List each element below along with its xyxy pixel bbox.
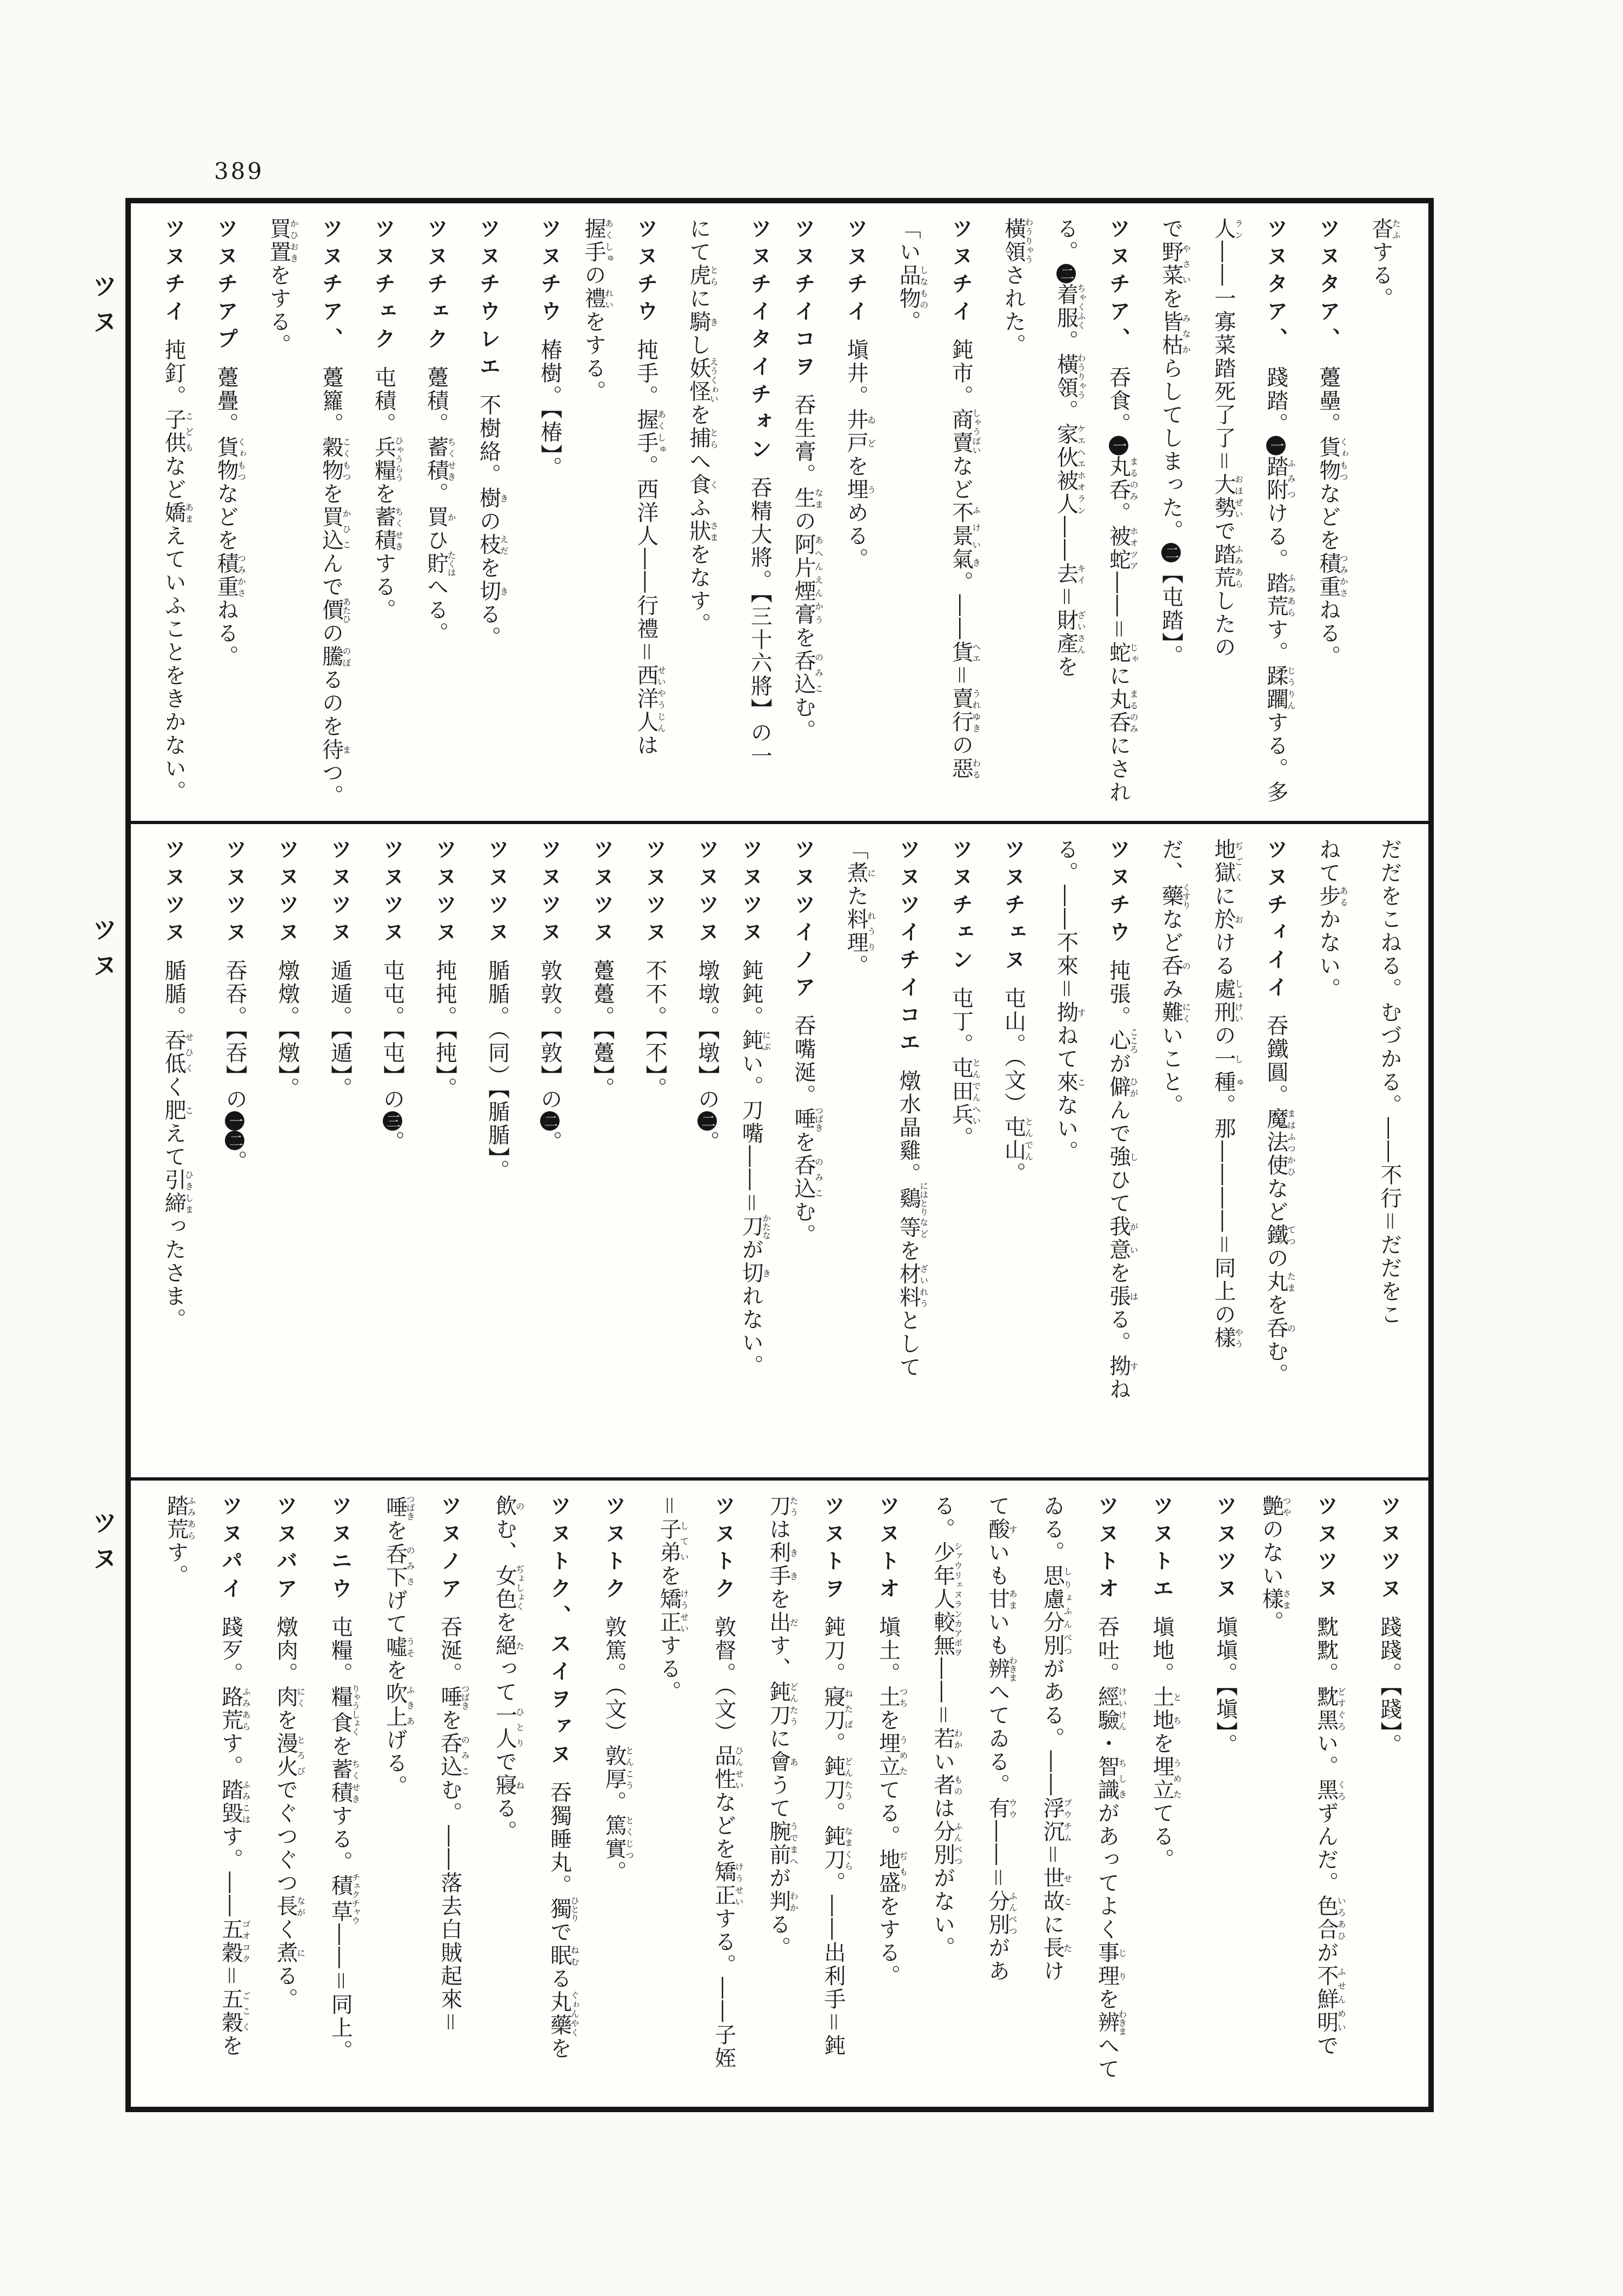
entry-column [1243, 838, 1295, 1471]
entry-headword: ツヌチェク [371, 217, 396, 355]
entry-body-text: 地獄ぢごくに於おける處刑しょけいの一種しゅ。那――――＝同上の樣やう [1210, 838, 1244, 1350]
entry-body-text: 艶つやのない樣さま。 [1259, 1495, 1292, 1634]
sense-number-2: 二 [540, 1111, 560, 1131]
entry-body-text: 燉肉。肉にくを漫火とろびでぐつぐつ長ながく煮にる。 [273, 1616, 306, 2011]
sense-number-2: 二 [1056, 264, 1076, 283]
entry-body-text: 飲のむ、女色ぢょしょくを絕たって一人ひとりで寢ねる。 [492, 1495, 525, 1843]
entry-column [1348, 217, 1400, 814]
entry-headword: ツヌツヌ [327, 838, 352, 948]
entry-column [456, 838, 508, 1471]
entry-column [1181, 1495, 1236, 2100]
entry-body-text: 屯屯。【屯】の三。 [380, 959, 405, 1154]
entry-body-text: 塡塡。【塡】。 [1213, 1616, 1238, 1757]
entry-body-text: だだをこねる。むづかる。――不行＝だだをこ [1377, 838, 1402, 1326]
entry-headword: ツヌツヌ [275, 838, 300, 948]
entry-column [561, 217, 613, 814]
dictionary-text-frame [125, 198, 1434, 2112]
entry-body-text: 吞食。一丸呑まるのみ。被蛇ホオツア――＝蛇じゃに丸呑まるのみにされ [1106, 366, 1139, 804]
entry-headword: ツヌトク [601, 1495, 627, 1605]
entry-band-3 [131, 1477, 1428, 2107]
entry-body-text: 踏荒ふみあらす。 [163, 1495, 196, 1588]
entry-column [508, 838, 561, 1471]
entry-headword: ツヌトエ [1149, 1495, 1174, 1605]
entry-body-text: 吞精大將。【三十六將】の一 [747, 476, 773, 768]
entry-headword: ツヌツヌ [222, 838, 248, 948]
entry-column [907, 1495, 962, 2100]
entry-body-text: 吞吞。【吞】の一二。 [222, 959, 248, 1173]
entry-headword: ツヌチウ [537, 217, 562, 328]
entry-column [666, 217, 718, 814]
entry-headword: ツヌツイチイコエ [896, 838, 921, 1059]
entry-body-text: 腯腯。吞低せひくく肥こえて引締ひきしまったさま。 [161, 959, 194, 1331]
entry-column [1295, 217, 1348, 814]
entry-column [875, 838, 928, 1471]
entry-column [743, 1495, 797, 2100]
entry-headword: ツヌチウレエ [476, 217, 501, 383]
entry-headword: ツヌツヌ [589, 838, 615, 948]
entry-column [1236, 1495, 1291, 2100]
entry-band-1 [131, 203, 1428, 821]
entry-body-text: 扽釘。子供こどもなど嬌あまえていふことをきかない。 [161, 339, 194, 804]
entry-body-text: 屯糧。糧食りゃうしょくを蓄積ちくせきする。積草チェクチャウ――＝同上。 [328, 1616, 361, 2063]
entry-body-text: 踐歹。路荒ふみあらす。踏毀ふみこはす。――五穀ゴオコク＝五穀ごこくを [218, 1616, 251, 2058]
entry-body-text: 屯積。兵糧ひゃうらうを蓄積ちくせきする。 [371, 366, 404, 622]
sense-number-2: 二 [697, 1111, 717, 1131]
entry-column [141, 838, 193, 1471]
entry-body-text: 橫領わうりゃうされた。 [1001, 217, 1034, 357]
entry-body-text: 敦篤。（文）敦厚とんこう。篤實とくじつ。 [601, 1616, 635, 1884]
entry-column [561, 838, 613, 1471]
entry-body-text: 不樹絡。樹きの枝えだを切きる。 [476, 394, 509, 649]
sense-number-1: 一 [1266, 436, 1286, 455]
entry-body-text: 敦督。（文）品性ひんせいなどを矯正けうせいする。――子姪 [711, 1616, 744, 2070]
entry-column [193, 838, 248, 1471]
entry-headword: ツヌバア [273, 1495, 298, 1605]
entry-body-text: 遁遁。【遁】。 [327, 959, 352, 1100]
entry-headword: ツヌツヌ [484, 838, 510, 948]
entry-body-text: 吞獨睡丸。獨ひとりで眠ねむる丸藥ぐゎんやくを [547, 1781, 580, 2060]
entry-column [415, 1495, 469, 2100]
entry-column [1138, 217, 1190, 814]
margin-section-label-band1: ツヌ [89, 273, 118, 344]
entry-column [1072, 1495, 1126, 2100]
entry-body-text: 椿樹。【椿】。 [537, 339, 562, 480]
entry-body-text: 腯腯。（同）【腯腯】。 [484, 959, 510, 1183]
entry-column [823, 838, 875, 1471]
entry-body-text: 吞涎。唾つばきを呑込のみこむ。――落去白賊起來＝ [437, 1616, 470, 2034]
entry-headword: ツヌツヌ [739, 838, 764, 948]
entry-column [193, 217, 245, 814]
entry-body-text: 墩墩。【墩】の二。 [694, 959, 720, 1154]
entry-headword: ツヌチア、 [318, 217, 344, 355]
entry-headword: ツヌチェン [948, 838, 974, 976]
entry-column [469, 1495, 524, 2100]
entry-column [1346, 1495, 1400, 2100]
page-number: 389 [214, 158, 264, 184]
entry-column [1138, 838, 1190, 1471]
entry-column [403, 838, 456, 1471]
entry-column [962, 1495, 1017, 2100]
sense-number-2: 二 [1161, 543, 1181, 562]
entry-body-text: 不不。【不】。 [642, 959, 667, 1100]
entry-body-text: 踐踏。一踏附ふみつける。踏荒ふみあらす。蹂躙じうりんする。多 [1263, 366, 1296, 804]
entry-body-text: る。少年人較無シァウリェヌランカアボヲ――＝若わかい者ものは分別ふんべつがない。 [930, 1495, 963, 1960]
entry-headword: ツヌトオ [875, 1495, 901, 1605]
entry-body-text: 扽張。心こころが僻ひがんで強しひて我意がいを張はる。拗すね [1106, 959, 1139, 1401]
entry-body-text: 「煮にた料理れうり。 [843, 838, 876, 978]
entry-body-text: 吞吐。經驗けいけん・智識ちしきがあってよく事理じりを辨わきまへて [1094, 1616, 1128, 2081]
entry-body-text: で野菜やさいを皆枯みなからしてしまった。二【屯踏】。 [1158, 217, 1192, 668]
entry-column [928, 217, 980, 814]
entry-body-text: 踐踐。【踐】。 [1377, 1616, 1402, 1757]
entry-headword: ツヌチイコヲ [791, 217, 816, 383]
entry-column [770, 838, 823, 1471]
entry-headword: ツヌトク [711, 1495, 736, 1605]
entry-body-text: 鈍鈍。鈍にぶい。刀嘴――＝刀かたなが切きれない。 [739, 959, 771, 1378]
entry-column [718, 217, 773, 814]
entry-body-text: 刀たうは利手ききを出だす、鈍刀どんたうに會あうて腕前うでまへが判わかる。 [766, 1495, 799, 1960]
entry-headword: ツヌチイ [843, 217, 869, 328]
entry-column [823, 217, 875, 814]
entry-column [875, 217, 928, 814]
entry-headword: ツヌノア [437, 1495, 462, 1605]
entry-body-text: 躉壘。貨物くゎもつなどを積重つみかさねる。 [1315, 366, 1349, 668]
entry-column [305, 1495, 360, 2100]
entry-column [1086, 838, 1138, 1471]
entry-column [1295, 838, 1348, 1471]
entry-headword: ツヌチイ [161, 217, 187, 328]
entry-body-text: 握手あくしゅの禮れいをする。 [581, 217, 614, 403]
entry-column [1348, 838, 1400, 1471]
entry-column [980, 217, 1033, 814]
entry-column [245, 217, 298, 814]
entry-headword: ツヌツヌ [1313, 1495, 1339, 1605]
entry-column [770, 217, 823, 814]
entry-body-text: 鈍市。商賣しゃうばいなど不景氣ふけいき。――貨ヘエ＝賣行うれゆきの惡わる [948, 339, 981, 780]
entry-body-text: ＝子弟していを矯正けうせいする。 [656, 1495, 689, 1704]
entry-headword: ツヌチェヌ [1001, 838, 1026, 976]
entry-headword: ツヌツヌ [1377, 1495, 1402, 1605]
sense-number-1: 一 [225, 1111, 244, 1131]
entry-headword: ツヌツヌ [694, 838, 720, 948]
entry-body-text: 人ラン――一寡菜踏死了了＝大勢おほぜいで踏荒ふみあらしたの [1210, 217, 1244, 659]
entry-body-text: 躉疊。貨物くゎもつなどを積重つみかさねる。 [214, 366, 247, 668]
entry-column [403, 217, 456, 814]
entry-headword: ツヌツヌ [380, 838, 405, 948]
entry-column [456, 217, 508, 814]
entry-body-text: 「い品物しなもの。 [896, 217, 929, 334]
entry-column [613, 838, 666, 1471]
entry-column [141, 1495, 195, 2100]
entry-headword: ツヌニウ [328, 1495, 353, 1605]
entry-headword: ツヌパイ [218, 1495, 243, 1605]
entry-body-text: 扽扽。【扽】。 [432, 959, 457, 1100]
entry-headword: ツヌチア、 [1106, 217, 1131, 355]
entry-column [250, 1495, 305, 2100]
entry-body-text: 吞嘴涎。唾つばきを呑込のみこむ。 [791, 1014, 824, 1247]
entry-column [1291, 1495, 1345, 2100]
entry-column [579, 1495, 634, 2100]
entry-column [508, 217, 561, 814]
sense-number-2: 二 [225, 1131, 244, 1150]
entry-body-text: 燉水晶雞。鷄にはとり等などを材料ざいれうとして [896, 1070, 929, 1379]
entry-body-text: 塡井。井戸ゐどを埋うめる。 [843, 339, 876, 571]
entry-headword: ツヌタア、 [1263, 217, 1288, 355]
entry-column [613, 217, 666, 814]
entry-body-text: 沓たふする。 [1368, 217, 1401, 310]
entry-column [245, 838, 298, 1471]
entry-band-2 [131, 821, 1428, 1477]
entry-body-text: 唾つばきを呑下のみさげて噓うそを吹上ふきあげる。 [382, 1495, 416, 1799]
entry-headword: ツヌチィイイ [1263, 838, 1288, 1004]
entry-column [928, 838, 980, 1471]
entry-body-text: 買置かひおきをする。 [266, 217, 299, 357]
entry-body-text: て酸すいも甘あまいも辨わきまへてゐる。有ウウ――＝分別ふんべつがあ [985, 1495, 1018, 1983]
entry-column [360, 1495, 414, 2100]
entry-body-text: 躉躉。【躉】。 [589, 959, 615, 1100]
entry-column [1033, 217, 1085, 814]
entry-body-text: 塡土。土つちを埋立うめたてる。地盛ぢもりをする。 [875, 1616, 908, 1988]
entry-column [350, 217, 403, 814]
entry-column [853, 1495, 907, 2100]
entry-body-text: にて虎とらに騎きし妖怪えうくゎいを捕とらへ食くふ狀さまをなす。 [686, 217, 719, 636]
entry-body-text: だ、藥くすりなど呑のみ難にくいこと。 [1158, 838, 1192, 1117]
entry-column [718, 838, 770, 1471]
entry-column [798, 1495, 853, 2100]
entry-body-text: 屯丁。屯田兵とんでんへい。 [948, 987, 981, 1150]
entry-column [1033, 838, 1085, 1471]
entry-headword: ツヌツヌ [161, 838, 187, 948]
entry-body-text: 扽手。握手あくしゅ。西洋人――行禮＝西洋人せいやうじんは [633, 339, 667, 757]
entry-headword: ツヌチイタイチォン [747, 217, 773, 466]
entry-column [298, 217, 350, 814]
entry-column [980, 838, 1033, 1471]
entry-body-text: 躉籮。穀物こくもつを買込かひこんで價あたひの騰のぼるのを待まつ。 [318, 366, 351, 808]
entry-headword: ツヌチウ [633, 217, 658, 328]
entry-headword: ツヌトヲ [821, 1495, 846, 1605]
entry-body-text: 塡地。土地とちを埋立うめたてる。 [1149, 1616, 1182, 1872]
entry-column [688, 1495, 743, 2100]
entry-column [634, 1495, 688, 2100]
entry-headword: ツヌツヌ [537, 838, 562, 948]
entry-column [1127, 1495, 1181, 2100]
entry-headword: ツヌトオ [1094, 1495, 1120, 1605]
entry-body-text: 吞鐵圓。魔法使まはふつかひなど鐵てつの丸たまを呑のむ。 [1263, 1014, 1296, 1386]
entry-column [350, 838, 403, 1471]
entry-body-text: 躉積。蓄積ちくせき。買かひ貯たくはへる。 [423, 366, 457, 645]
entry-body-text: ねて步あるかない。 [1315, 838, 1349, 1001]
entry-headword: ツヌチウ [1106, 838, 1131, 948]
entry-column [1190, 838, 1243, 1471]
entry-column [141, 217, 193, 814]
margin-section-label-band3: ツヌ [89, 1510, 118, 1581]
entry-column [524, 1495, 578, 2100]
entry-headword: ツヌツイノア [791, 838, 816, 1004]
entry-headword: ツヌツヌ [432, 838, 457, 948]
sense-number-3: 三 [383, 1111, 402, 1131]
entry-headword: ツヌタア、 [1315, 217, 1341, 355]
entry-headword: ツヌチェク [423, 217, 449, 355]
entry-body-text: ゐる。思慮分別しりょふんべつがある。――浮沉プウチム＝世故せこに長たけ [1040, 1495, 1073, 1983]
entry-body-text: 黕黕。黕黑どすぐろい。黑くろずんだ。色合いろあひが不鮮明ふせんめいで [1313, 1616, 1347, 2058]
entry-column [1243, 217, 1295, 814]
entry-column [666, 838, 718, 1471]
entry-column [195, 1495, 250, 2100]
entry-body-text: 鈍刀。寢刀ねたば。鈍刀どんたう。鈍刀なまくら。――出利手＝鈍 [821, 1616, 854, 2058]
entry-body-text: 敦敦。【敦】の二。 [537, 959, 562, 1154]
entry-column [1190, 217, 1243, 814]
entry-body-text: る。二着服ちゃくふく。橫領わうりゃう。家伙被人ケエヘエホオラン――去キイ＝財產ざいさんを [1053, 217, 1087, 679]
entry-headword: ツヌチイ [948, 217, 974, 328]
entry-body-text: 屯山。（文）屯山とんでん。 [1001, 987, 1034, 1185]
entry-headword: ツヌチアプ [214, 217, 239, 355]
sense-number-1: 一 [1109, 436, 1128, 455]
entry-headword: ツヌツヌ [642, 838, 667, 948]
entry-headword: ツヌツヌ [1213, 1495, 1238, 1605]
entry-column [298, 838, 350, 1471]
entry-body-text: 吞生膏。生なまの阿片煙膏あへんえんかうを呑込のみこむ。 [791, 394, 824, 742]
entry-column [1086, 217, 1138, 814]
entry-body-text: る。――不來＝拗すねて來こない。 [1053, 838, 1087, 1164]
entry-column [1017, 1495, 1072, 2100]
entry-headword: ツヌトク、スイヲァヌ [547, 1495, 572, 1770]
margin-section-label-band2: ツヌ [89, 917, 118, 988]
entry-body-text: 燉燉。【燉】。 [275, 959, 300, 1100]
